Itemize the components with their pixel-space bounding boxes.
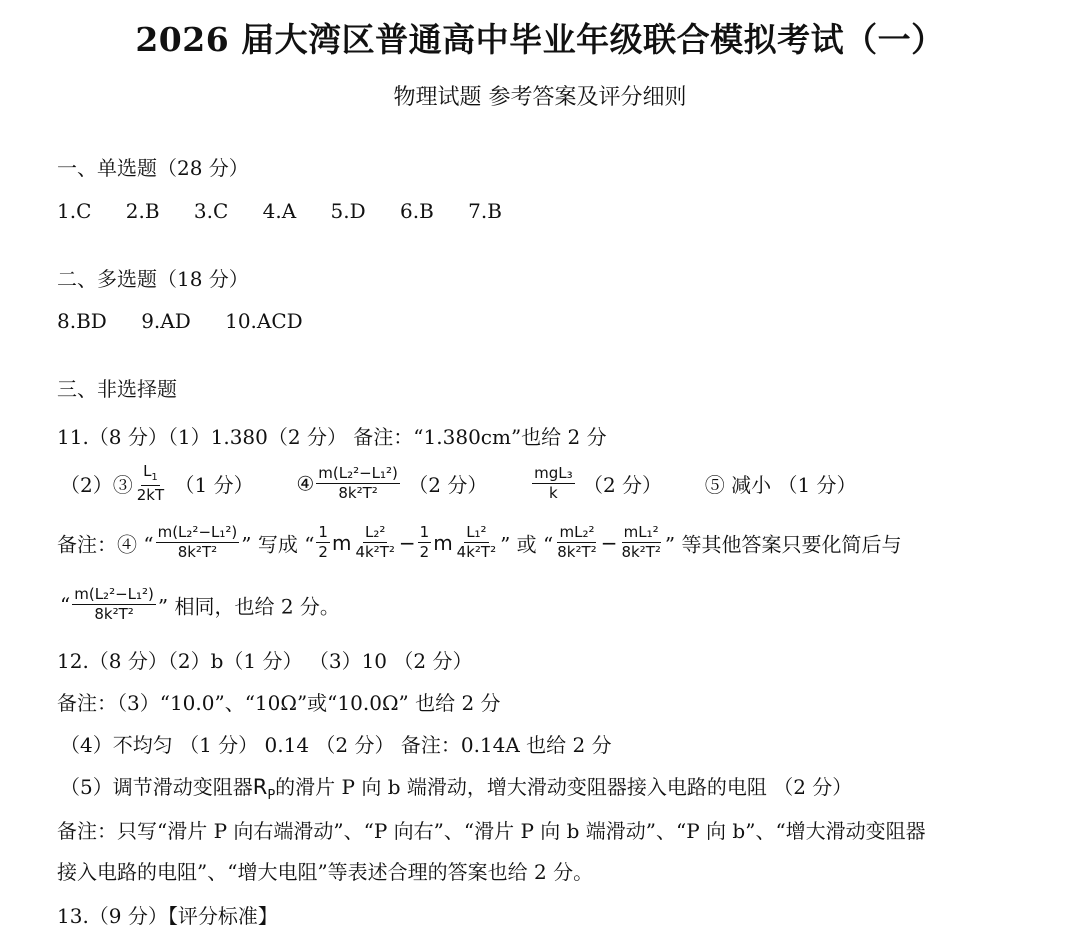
page-subtitle: 物理试题 参考答案及评分细则 [393, 85, 687, 110]
section-heading-free-response: 三、非选择题 [57, 377, 177, 401]
q12-note2-cont: 接入电路的电阻”、“增大电阻”等表述合理的答案也给 2 分。 [57, 860, 594, 884]
answer-item: 6.B [400, 199, 434, 223]
fraction-l2sq-4kt: $\frac{\text{L₂²}}{\text{4k²T²}}$ [355, 523, 395, 562]
answer-item: 8.BD [57, 309, 107, 333]
q12-note2: 备注：只写“滑片 P 向右端滑动”、“P 向右”、“滑片 P 向 b 端滑动”、“P 向 b”、“增大滑动变阻器 [57, 819, 926, 843]
fraction-m-l2-l1: $\frac{\text{m(L₂²−L₁²)}}{\text{8k²T²}}$ [157, 523, 238, 562]
fraction-l1sq-4kt: $\frac{\text{L₁²}}{\text{4k²T²}}$ [456, 523, 497, 562]
answer-item: 10.ACD [225, 309, 303, 333]
multi-choice-answers [57, 309, 303, 333]
q12-part4: （4）不均匀 （1 分） 0.14 （2 分） 备注：0.14A 也给 2 分 [60, 733, 612, 757]
fraction-m-l2-l1: $\frac{\text{m(L₂²−L₁²)}}{\text{8k²T²}}$ [74, 585, 154, 624]
fraction-half: $\frac{1}{2}$ [419, 523, 430, 562]
fraction-ml2sq-8kt: $\frac{\text{mL₂²}}{\text{8k²T²}}$ [557, 523, 597, 562]
q12-part5: （5）调节滑动变阻器$R_P$的滑片 P 向 b 端滑动，增大滑动变阻器接入电路的电阻 （2 分） [60, 775, 853, 803]
answer-item: 3.C [193, 199, 229, 223]
q12-line1: 12.（8 分）（2）b（1 分） （3）10 （2 分） [57, 649, 473, 673]
page-title: 2026 届大湾区普通高中毕业年级联合模拟考试（一） [135, 20, 945, 59]
section-heading-single-choice: 一、单选题（28 分） [57, 156, 249, 180]
fraction-mgl3-k: $\frac{\text{mgL₃}}{k}$ [534, 463, 573, 502]
answer-item: 2.B [125, 199, 160, 223]
fraction-ml1sq-8kt: $\frac{\text{mL₁²}}{\text{8k²T²}}$ [621, 523, 661, 562]
fraction-m-l2-l1: $\frac{\text{m(L₂²−L₁²)}}{\text{8k²T²}}$ [318, 463, 398, 502]
q11-note: 备注：④ “ $\frac{\text{m(L₂²−L₁²)}}{\text{8k²T²}}$ ” 写成 “ $\frac{1}{2}$ m $\frac{\text{L₂²}}{\text{4k²T²}}$ − $\frac{1}{2}$ m $\frac{\text{L₁²}}{\text{4k²T²}}$ ” 或 “ $\frac{\text{mL₂²}}{\text{8k²T²}}$ − $\frac{\text{mL₁²}}{\text{8k²T²}}$ ” 等其他答案只要化简后与 [57, 523, 902, 562]
fraction-l1-2kt: $\frac{L_1}{2kT}$ [136, 462, 165, 504]
q13-line1: 13.（9 分）【评分标准】 [57, 904, 278, 928]
answer-item: 1.C [57, 199, 92, 223]
answer-item: 9.AD [141, 309, 191, 333]
fraction-half: $\frac{1}{2}$ [318, 523, 328, 562]
answer-item: 5.D [330, 199, 366, 223]
section-heading-multi-choice: 二、多选题（18 分） [57, 267, 249, 291]
single-choice-answers [57, 199, 502, 223]
answer-item: 7.B [468, 199, 502, 223]
q11-note-cont: “ $\frac{\text{m(L₂²−L₁²)}}{\text{8k²T²}}$ ” 相同，也给 2 分。 [60, 585, 340, 624]
q12-note: 备注：（3）“10.0”、“10Ω”或“10.0Ω” 也给 2 分 [57, 691, 501, 715]
q11-line1: 11.（8 分）（1）1.380（2 分） 备注：“1.380cm”也给 2 分 [57, 425, 607, 449]
q11-part2: （2）③ $\frac{L_1}{2kT}$ （1 分） ④ $\frac{\text{m(L₂²−L₁²)}}{\text{8k²T²}}$ （2 分） $\frac{\text{mgL₃}}{k}$ （2 分） ⑤ 减小 （1 分） [60, 462, 857, 504]
answer-item: 4.A [262, 199, 297, 223]
